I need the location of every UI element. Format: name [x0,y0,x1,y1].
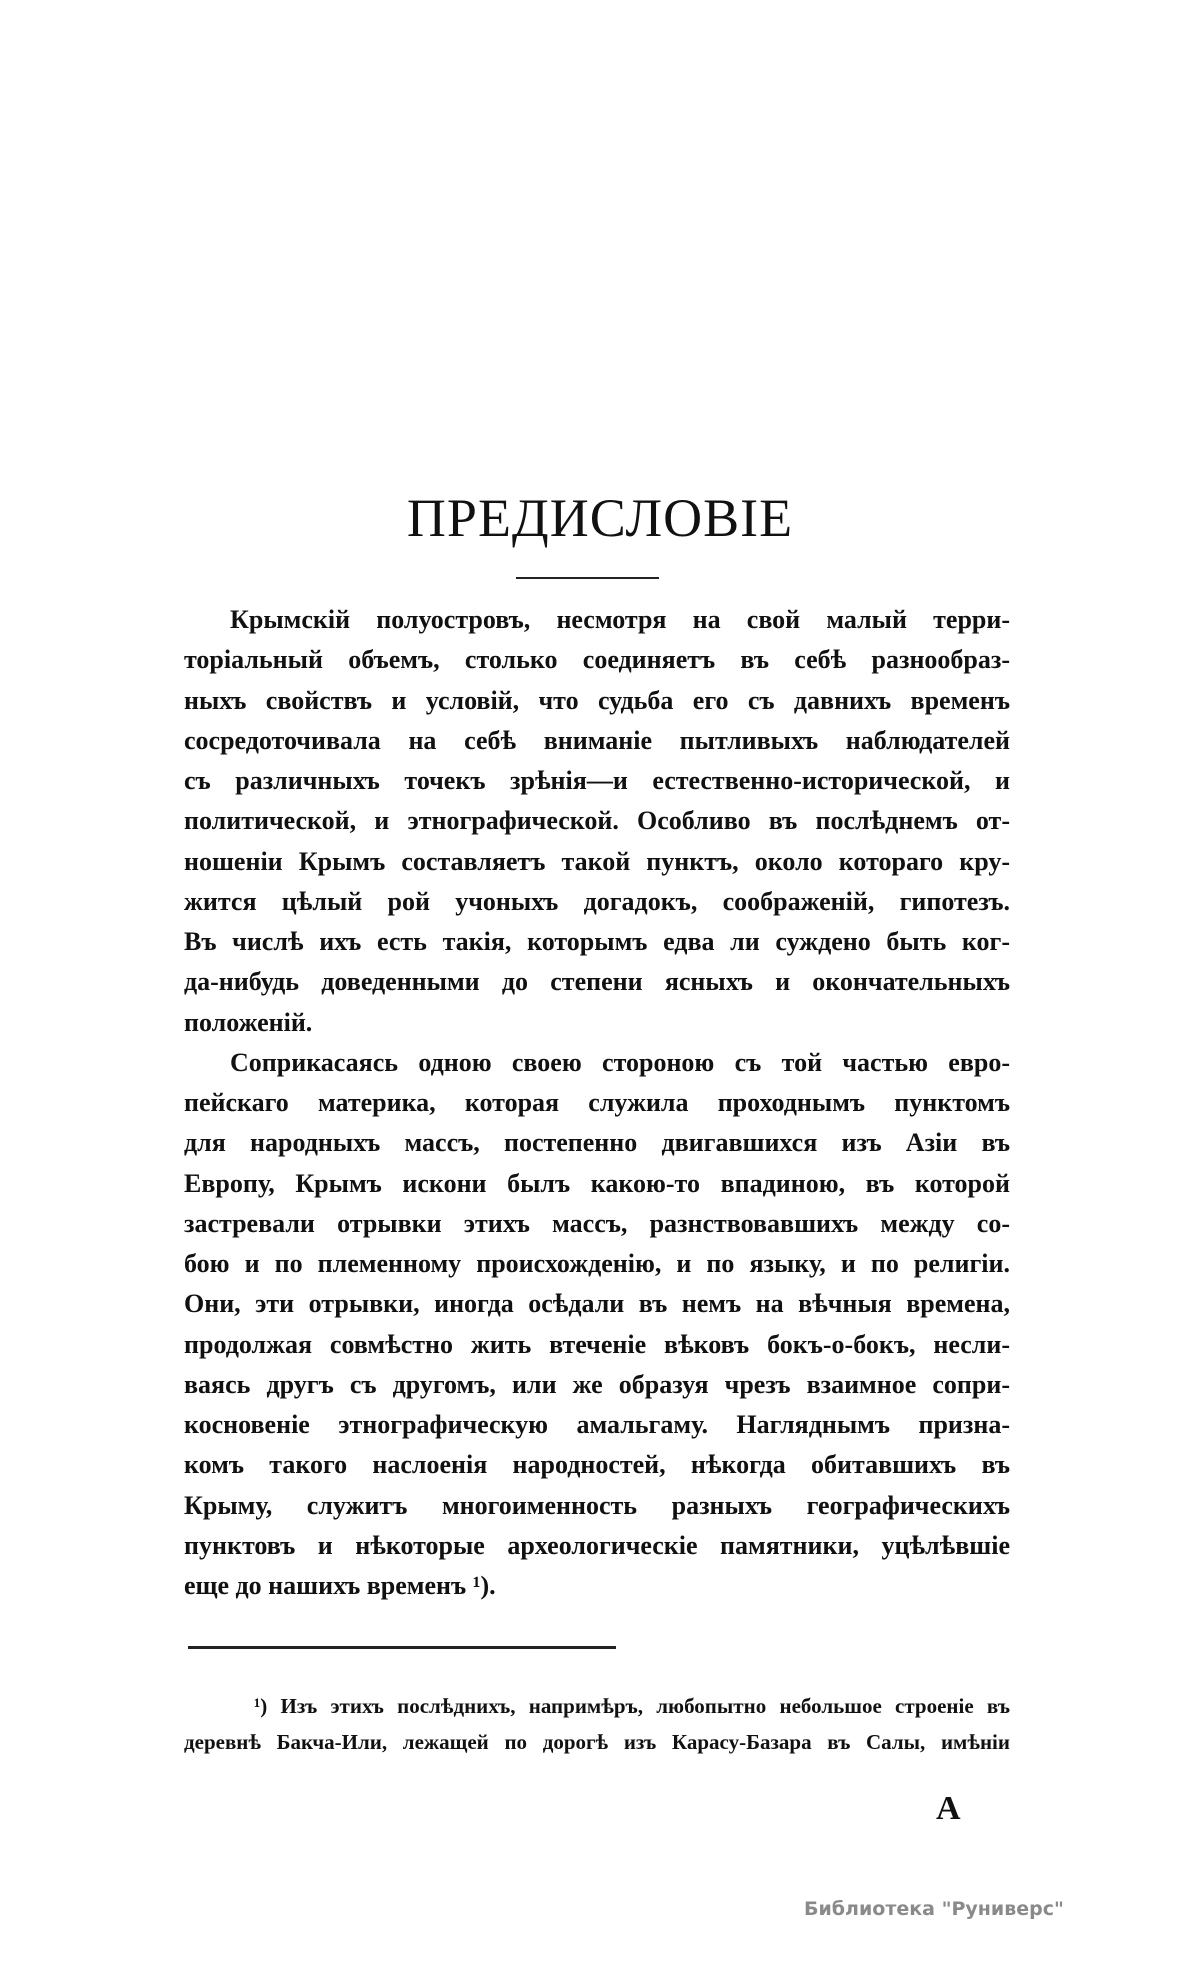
text-line: ношеніи Крымъ составляетъ такой пунктъ, около котораго кру- [184,846,1010,876]
text-line: сосредоточивала на себѣ вниманіе пытливыхъ наблюдателей [184,725,1010,755]
footnote-line: деревнѣ Бакча-Или, лежащей по дорогѣ изъ Карасу-Базара въ Салы, имѣніи [184,1730,1010,1754]
text-line: жится цѣлый рой учоныхъ догадокъ, соображеній, гипотезъ. [184,886,1010,916]
text-line: застревали отрывки этихъ массъ, разнствовавшихъ между со- [184,1208,1010,1238]
text-line: пейскаго материка, которая служила проходнымъ пунктомъ [184,1088,1010,1117]
text-line: косновеніе этнографическую амальгаму. Нагляднымъ призна- [184,1410,1010,1439]
text-line: да-нибудь доведенными до степени ясныхъ и окончательныхъ [184,967,1010,997]
text-line: продолжая совмѣстно жить втеченіе вѣковъ бокъ-о-бокъ, несли- [184,1329,1010,1359]
footnote-divider [188,1646,616,1649]
signature-mark: А [936,1790,961,1827]
text-line: ваясь другъ съ другомъ, или же образуя чрезъ взаимное сопри- [184,1369,1010,1399]
text-line: ныхъ свойствъ и условій, что судьба его съ давнихъ временъ [184,685,1010,715]
footnote-line: ¹) Изъ этихъ послѣднихъ, напримѣръ, любопытно небольшое строеніе въ [254,1694,1010,1718]
text-line: комъ такого наслоенія народностей, нѣкогда обитавшихъ въ [184,1450,1010,1480]
text-line: пунктовъ и нѣкоторые археологическіе памятники, уцѣлѣвшіе [184,1530,1010,1560]
text-line: для народныхъ массъ, постепенно двигавшихся изъ Азіи въ [184,1128,1010,1158]
text-line: Въ числѣ ихъ есть такія, которымъ едва ли суждено быть ког- [184,927,1010,956]
text-line: торіальный объемъ, столько соединяетъ въ себѣ разнообраз- [184,645,1010,675]
text-line: положеній. [184,1007,313,1037]
title-divider [516,577,659,579]
text-line: Крыму, служитъ многоименность разныхъ географическихъ [184,1490,1010,1520]
text-line: съ различныхъ точекъ зрѣнія—и естественно-исторической, и [184,766,1010,795]
text-line: Соприкасаясь одною своею стороною съ той частью евро- [230,1047,1010,1077]
text-line: бою и по племенному происхожденію, и по языку, и по религіи. [184,1249,1010,1278]
text-line: политической, и этнографической. Особливо въ послѣднемъ от- [184,806,1010,836]
text-line: еще до нашихъ временъ ¹). [184,1571,496,1600]
text-line: Крымскій полуостровъ, несмотря на свой малый терри- [230,605,1010,634]
text-line: Европу, Крымъ искони былъ какою-то впадиною, въ которой [184,1168,1010,1198]
footnote [184,1688,1010,1760]
page-title: ПРЕДИСЛОВІЕ [406,488,794,548]
text-line: Они, эти отрывки, иногда осѣдали въ немъ на вѣчныя времена, [184,1289,1010,1319]
library-watermark: Библиотека "Руниверс" [804,1898,1064,1920]
body-text [184,600,1010,1606]
